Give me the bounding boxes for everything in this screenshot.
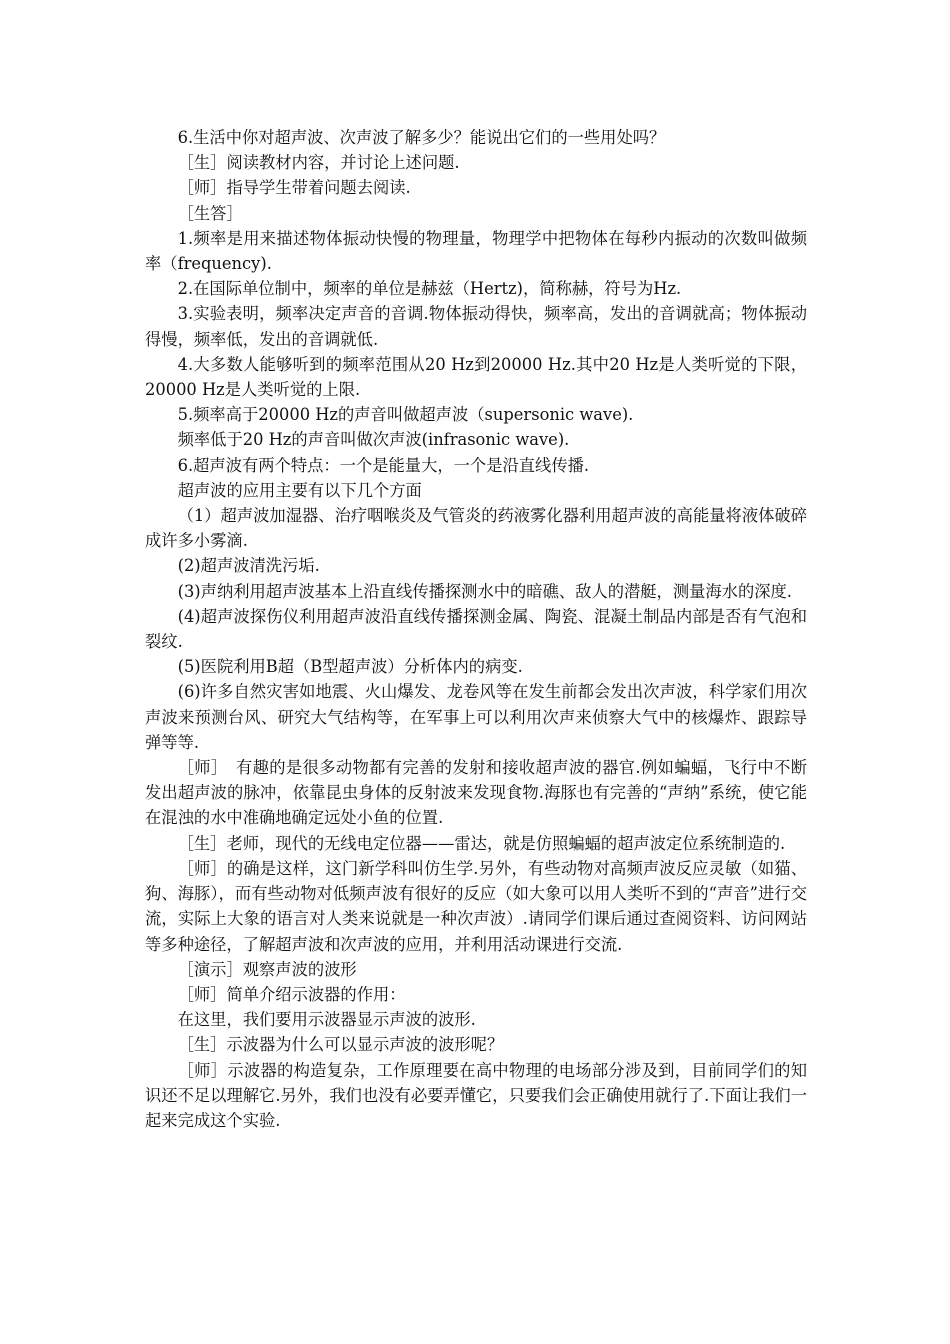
paragraph-answer-5: 5.频率高于20000 Hz的声音叫做超声波（supersonic wave). [177,405,634,425]
paragraph-teacher-bionics: ［师］的确是这样，这门新学科叫仿生学.另外，有些动物对高频声波反应灵敏（如猫、狗、海豚），而有些动物对低频声波有很好的反应（如大象可以用人类听不到的“声音”进行交流，实际上大象的语言对人类来说就是一种次声波）.请同学们课后通过查阅资料、访问网站等多种途径，了解超声波和次声波的应用，并利用活动课进行交流. [145,858,807,954]
paragraph-application-6: (6)许多自然灾害如地震、火山爆发、龙卷风等在发生前都会发出次声波，科学家们用次声波来预测台风、研究大气结构等，在军事上可以利用次声来侦察大气中的核爆炸、跟踪导弹等等. [145,682,807,752]
paragraph-student-radar: ［生］老师，现代的无线电定位器——雷达，就是仿照蝙蝠的超声波定位系统制造的. [177,833,786,853]
paragraph-student-answer: ［生答］ [177,203,243,223]
paragraph-answer-4: 4.大多数人能够听到的频率范围从20 Hz到20000 Hz.其中20 Hz是人类听觉的下限，20000 Hz是人类听觉的上限. [145,354,807,400]
paragraph-application-5: (5)医院利用B超（B型超声波）分析体内的病变. [177,657,523,677]
paragraph-teacher-animals: ［师］ 有趣的是很多动物都有完善的发射和接收超声波的器官.例如蝙蝠，飞行中不断发出超声波的脉冲，依靠昆虫身体的反射波来发现食物.海豚也有完善的“声纳”系统，使它能在混浊的水中准确地确定远处小鱼的位置. [145,758,807,828]
paragraph-teacher-oscilloscope: ［师］简单介绍示波器的作用： [177,984,406,1004]
paragraph-teacher-explain: ［师］示波器的构造复杂，工作原理要在高中物理的电场部分涉及到，目前同学们的知识还不足以理解它.另外，我们也没有必要弄懂它，只要我们会正确使用就行了.下面让我们一起来完成这个实验. [145,1060,807,1130]
paragraph-application-2: (2)超声波清洗污垢. [177,556,320,576]
paragraph-teacher-guide: ［师］指导学生带着问题去阅读. [177,178,411,198]
document-body [145,125,807,1133]
paragraph-answer-3: 3.实验表明，频率决定声音的音调.物体振动得快，频率高，发出的音调就高；物体振动得慢，频率低，发出的音调就低. [145,304,807,349]
paragraph-answer-2: 2.在国际单位制中，频率的单位是赫兹（Hertz)，简称赫，符号为Hz. [177,279,682,299]
paragraph-student-why: ［生］示波器为什么可以显示声波的波形呢？ [177,1035,504,1055]
paragraph-student-read: ［生］阅读教材内容，并讨论上述问题. [177,153,460,173]
paragraph-display-waveform: 在这里，我们要用示波器显示声波的波形. [177,1010,476,1030]
paragraph-question-6: 6.生活中你对超声波、次声波了解多少？能说出它们的一些用处吗？ [177,128,666,147]
paragraph-infrasonic: 频率低于20 Hz的声音叫做次声波(infrasonic wave). [177,430,570,450]
paragraph-answer-1: 1.频率是用来描述物体振动快慢的物理量，物理学中把物体在每秒内振动的次数叫做频率（frequency). [145,228,807,274]
paragraph-answer-6: 6.超声波有两个特点：一个是能量大，一个是沿直线传播. [177,455,590,475]
paragraph-application-1: （1）超声波加湿器、治疗咽喉炎及气管炎的药液雾化器利用超声波的高能量将液体破碎成许多小雾滴. [145,506,807,551]
paragraph-application-3: (3)声纳利用超声波基本上沿直线传播探测水中的暗礁、敌人的潜艇，测量海水的深度. [177,581,792,601]
paragraph-application-4: (4)超声波探伤仪利用超声波沿直线传播探测金属、陶瓷、混凝土制品内部是否有气泡和裂纹. [145,606,807,652]
paragraph-demo-waveform: ［演示］观察声波的波形 [177,959,357,979]
paragraph-applications-intro: 超声波的应用主要有以下几个方面 [177,480,422,500]
